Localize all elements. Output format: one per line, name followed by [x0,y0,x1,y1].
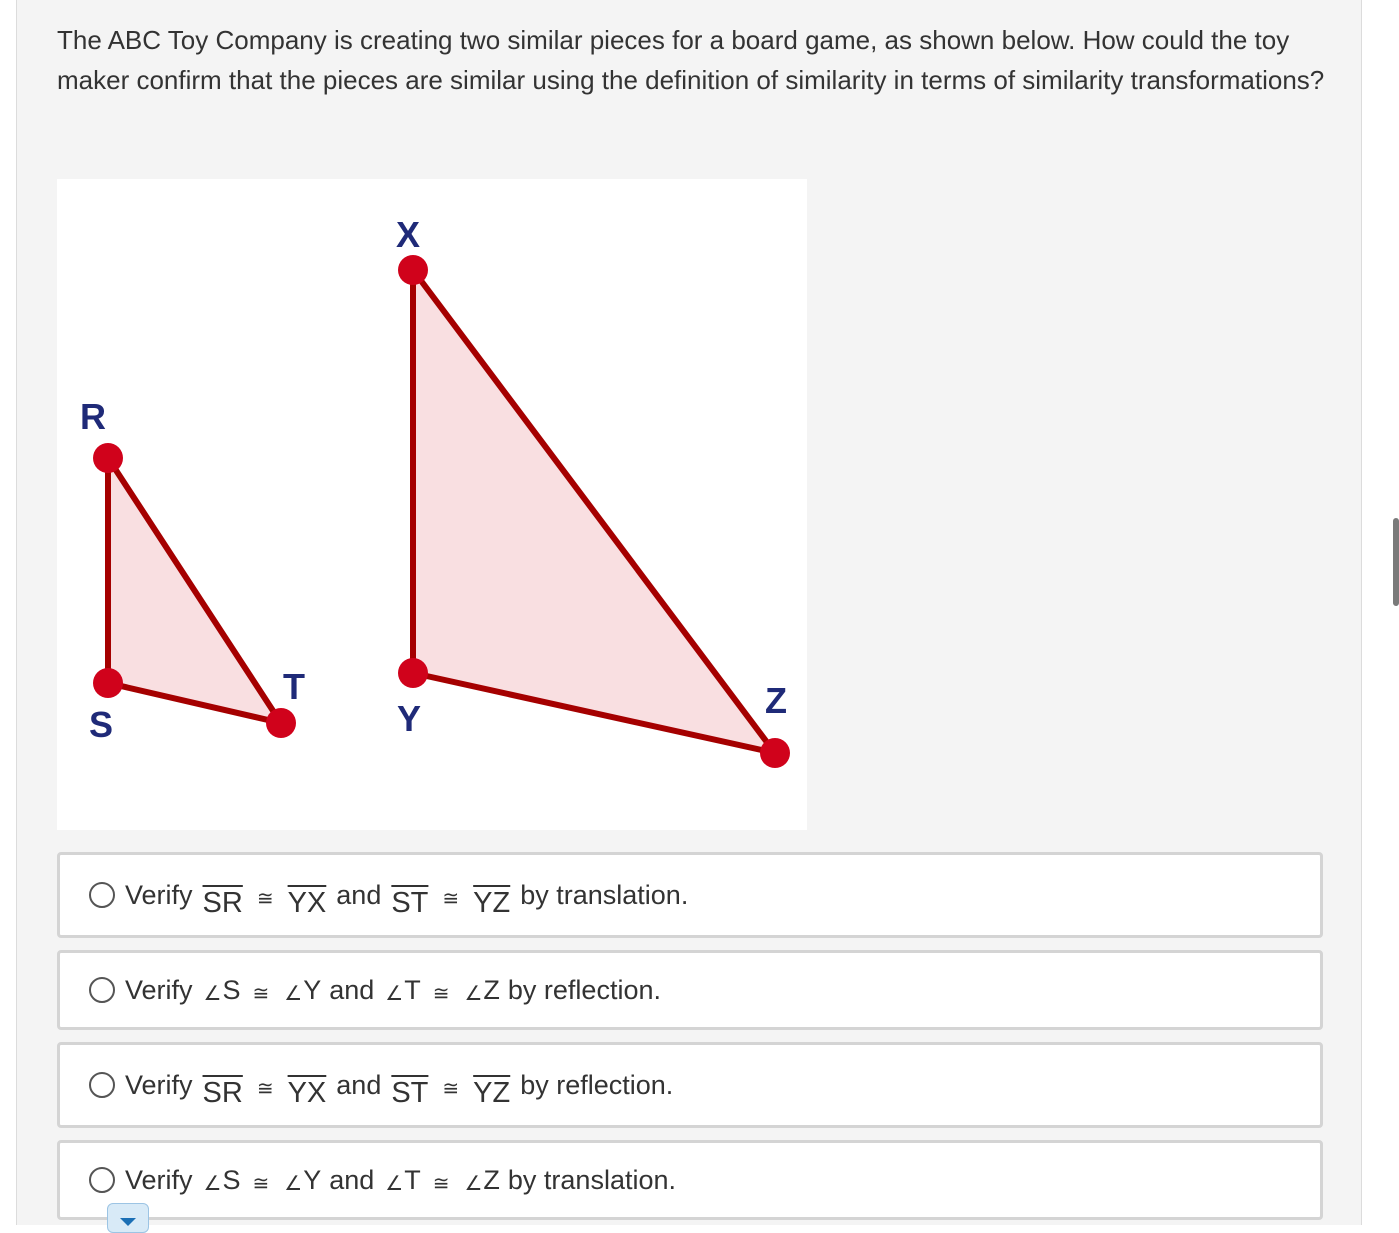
congruent-symbol: ≅ [256,887,274,910]
congruent-symbol: ≅ [432,1172,450,1195]
angle-symbol: ∠ [203,1172,222,1195]
label-z: Z [765,680,787,721]
expand-toggle-button[interactable] [107,1203,149,1233]
segment-sr: $\overline{SR}$ [202,886,243,919]
label-t: T [283,666,305,707]
scrollbar-thumb[interactable] [1393,518,1399,606]
radio-unchecked-icon[interactable] [89,882,115,908]
segment-st: $\overline{ST}$ [391,886,429,919]
congruent-symbol: ≅ [432,982,450,1005]
choice-4-text: Verify ∠ S ≅ ∠ Y and ∠ T ≅ ∠ Z by translation. [125,1164,676,1195]
segment-sr: $\overline{SR}$ [202,1076,243,1109]
triangles-diagram [57,179,807,830]
answer-choice-4[interactable] [57,1140,1323,1220]
point-r [93,443,123,473]
choice-1-text: Verify $\overline{SR}$ ≅ $\overline{YX}$ and $\overline{ST}$ ≅ $\overline{YZ}$ by translation. [125,879,689,919]
answer-choice-1[interactable] [57,852,1323,938]
segment-st: $\overline{ST}$ [391,1076,429,1109]
answer-choice-2[interactable] [57,950,1323,1030]
triangle-xyz [413,270,775,753]
segment-yx: $\overline{YX}$ [287,886,327,919]
congruent-symbol: ≅ [442,1077,460,1100]
label-r: R [80,396,106,437]
choice-2-text: Verify ∠ S ≅ ∠ Y and ∠ T ≅ ∠ Z by reflection. [125,974,661,1005]
label-x: X [396,214,421,255]
radio-unchecked-icon[interactable] [89,977,115,1003]
angle-symbol: ∠ [464,1172,483,1195]
angle-symbol: ∠ [385,1172,404,1195]
label-y: Y [397,698,422,739]
radio-unchecked-icon[interactable] [89,1072,115,1098]
point-z [760,738,790,768]
label-s: S [89,704,114,745]
angle-symbol: ∠ [203,982,222,1005]
angle-symbol: ∠ [385,982,404,1005]
point-t [266,708,296,738]
question-text: The ABC Toy Company is creating two similar pieces for a board game, as shown below. How could the toy maker confirm that the pieces are similar using the definition of similarity in terms of similarity transformations? [57,25,1325,95]
point-y [398,658,428,688]
point-s [93,668,123,698]
point-x [398,255,428,285]
answer-choice-3[interactable] [57,1042,1323,1128]
segment-yz: $\overline{YZ}$ [473,886,511,919]
angle-symbol: ∠ [464,982,483,1005]
congruent-symbol: ≅ [252,982,270,1005]
triangles-figure [57,179,807,830]
congruent-symbol: ≅ [442,887,460,910]
congruent-symbol: ≅ [252,1172,270,1195]
angle-symbol: ∠ [284,982,303,1005]
choice-3-text: Verify $\overline{SR}$ ≅ $\overline{YX}$ and $\overline{ST}$ ≅ $\overline{YZ}$ by reflection. [125,1069,674,1109]
triangle-rst [108,458,281,723]
radio-unchecked-icon[interactable] [89,1167,115,1193]
segment-yx: $\overline{YX}$ [287,1076,327,1109]
congruent-symbol: ≅ [256,1077,274,1100]
question-panel [16,0,1362,1225]
segment-yz: $\overline{YZ}$ [473,1076,511,1109]
angle-symbol: ∠ [284,1172,303,1195]
